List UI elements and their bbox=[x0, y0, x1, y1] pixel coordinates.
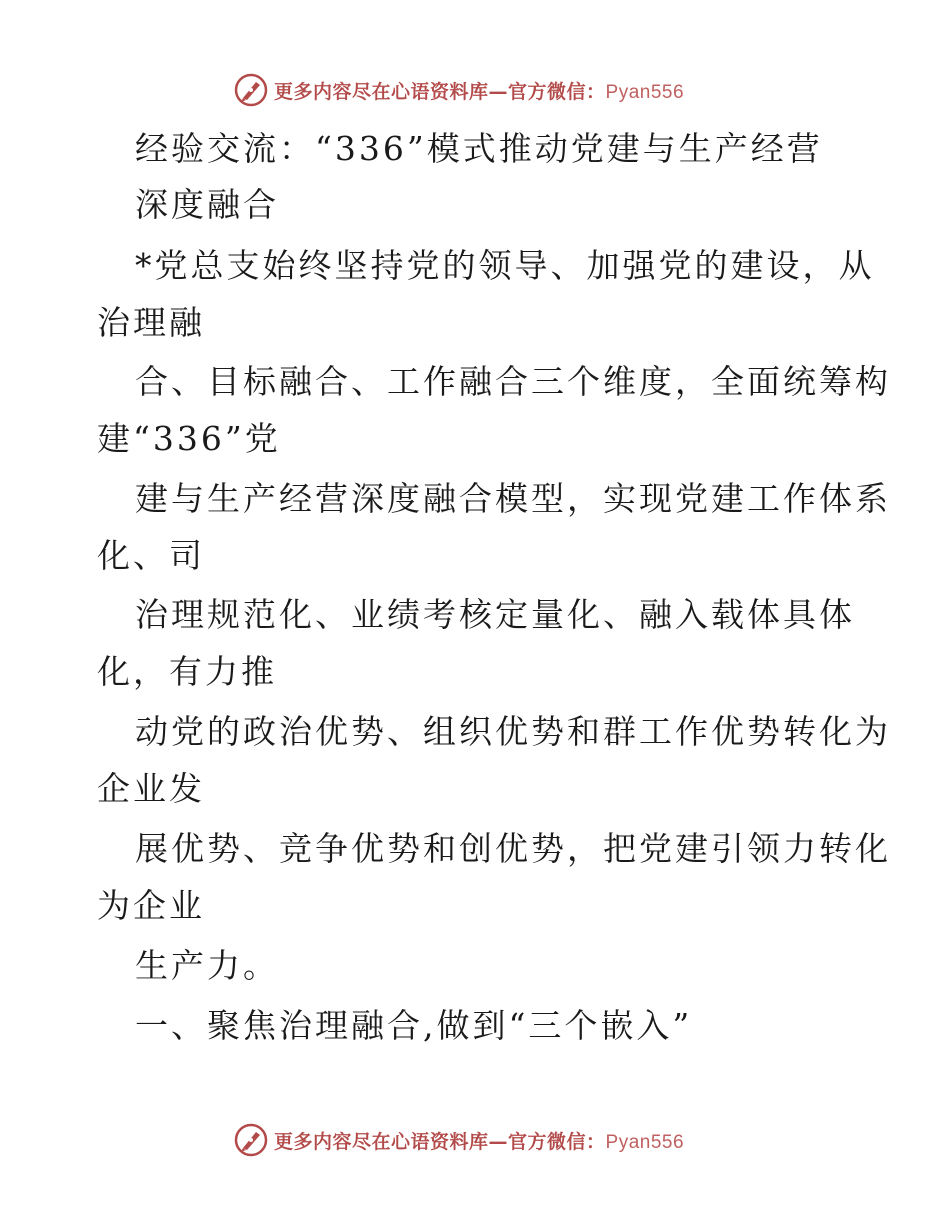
paragraph-line: 为企业 bbox=[97, 886, 205, 925]
watermark-text: 更多内容尽在心语资料库—官方微信： bbox=[274, 1130, 606, 1153]
paragraph-line: 生产力。 bbox=[135, 946, 279, 985]
paragraph-line: 企业发 bbox=[97, 769, 205, 808]
paragraph-line: *党总支始终坚持党的领导、加强党的建设，从 bbox=[135, 246, 875, 285]
paragraph-line: 展优势、竞争优势和创优势，把党建引领力转化 bbox=[135, 829, 891, 868]
pen-logo-icon bbox=[234, 1123, 268, 1157]
paragraph-line: 动党的政治优势、组织优势和群工作优势转化为 bbox=[135, 712, 891, 751]
watermark-wechat-id: Pyan556 bbox=[605, 81, 685, 103]
document-title-line-2: 深度融合 bbox=[135, 185, 279, 224]
section-heading: 一、聚焦治理融合,做到“三个嵌入” bbox=[135, 1006, 693, 1045]
paragraph-line: 合、目标融合、工作融合三个维度，全面统筹构 bbox=[135, 362, 891, 401]
pen-logo-icon bbox=[234, 73, 268, 107]
paragraph-line: 治理规范化、业绩考核定量化、融入载体具体 bbox=[135, 595, 855, 634]
header-watermark bbox=[234, 72, 684, 108]
watermark-text: 更多内容尽在心语资料库—官方微信： bbox=[274, 80, 606, 103]
footer-watermark bbox=[234, 1122, 684, 1158]
paragraph-line: 建与生产经营深度融合模型，实现党建工作体系 bbox=[135, 479, 891, 518]
paragraph-line: 建“336”党 bbox=[97, 419, 281, 458]
paragraph-line: 化、司 bbox=[97, 536, 205, 575]
paragraph-line: 化，有力推 bbox=[97, 652, 277, 691]
watermark-wechat-id: Pyan556 bbox=[605, 1131, 685, 1153]
paragraph-line: 治理融 bbox=[97, 303, 205, 342]
document-title-line-1: 经验交流：“336”模式推动党建与生产经营 bbox=[135, 129, 823, 168]
